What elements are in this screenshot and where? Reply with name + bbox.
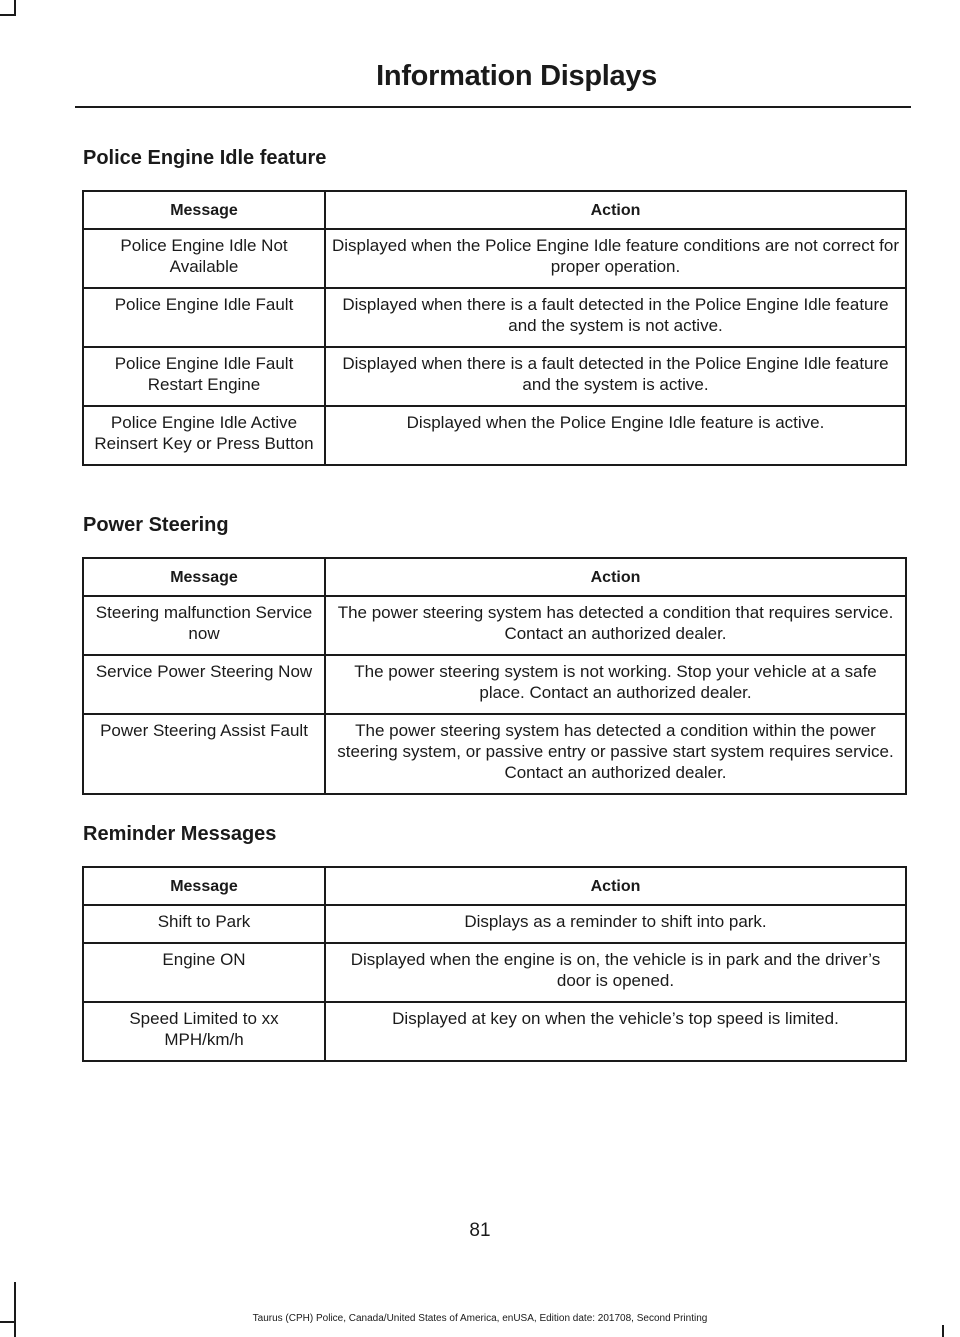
message-cell: Police Engine Idle Not Available [83,229,325,288]
action-cell: Displayed when the Police Engine Idle feature is active. [325,406,906,465]
column-header-action: Action [325,191,906,229]
action-cell: Displayed when there is a fault detected in the Police Engine Idle feature and the system is not active. [325,288,906,347]
section-title-reminder-messages: Reminder Messages [83,823,277,845]
column-header-action: Action [325,867,906,905]
page-header-title: Information Displays [376,60,657,92]
table-row [83,596,906,655]
header-divider [75,106,911,108]
police-engine-idle-table [82,190,907,466]
column-header-message: Message [83,867,325,905]
action-cell: Displayed when the engine is on, the vehicle is in park and the driver’s door is opened. [325,943,906,1002]
table-row [83,347,906,406]
section-title-police-engine-idle: Police Engine Idle feature [83,147,327,169]
table-row [83,655,906,714]
message-cell: Police Engine Idle Active Reinsert Key or Press Button [83,406,325,465]
page-number: 81 [469,1220,491,1241]
action-cell: Displays as a reminder to shift into park. [325,905,906,943]
table-row [83,1002,906,1061]
table-header-row [83,867,906,905]
table-row [83,288,906,347]
column-header-action: Action [325,558,906,596]
message-cell: Shift to Park [83,905,325,943]
table-row [83,714,906,794]
column-header-message: Message [83,191,325,229]
table-row [83,406,906,465]
table-row [83,905,906,943]
message-cell: Power Steering Assist Fault [83,714,325,794]
action-cell: Displayed when the Police Engine Idle feature conditions are not correct for proper operation. [325,229,906,288]
reminder-messages-table [82,866,907,1062]
action-cell: The power steering system has detected a condition that requires service. Contact an authorized dealer. [325,596,906,655]
table-row [83,229,906,288]
message-cell: Service Power Steering Now [83,655,325,714]
message-cell: Steering malfunction Service now [83,596,325,655]
message-cell: Police Engine Idle Fault [83,288,325,347]
table-header-row [83,191,906,229]
crop-mark [0,14,16,16]
column-header-message: Message [83,558,325,596]
section-title-power-steering: Power Steering [83,514,229,536]
action-cell: Displayed when there is a fault detected in the Police Engine Idle feature and the system is active. [325,347,906,406]
footer-edition-text: Taurus (CPH) Police, Canada/United States of America, enUSA, Edition date: 201708, Second Printing [252,1313,708,1324]
message-cell: Police Engine Idle Fault Restart Engine [83,347,325,406]
message-cell: Speed Limited to xx MPH/km/h [83,1002,325,1061]
crop-mark [942,1325,944,1337]
table-header-row [83,558,906,596]
message-cell: Engine ON [83,943,325,1002]
action-cell: The power steering system is not working. Stop your vehicle at a safe place. Contact an authorized dealer. [325,655,906,714]
action-cell: The power steering system has detected a condition within the power steering system, or passive entry or passive start system requires service. Contact an authorized dealer. [325,714,906,794]
table-row [83,943,906,1002]
power-steering-table [82,557,907,795]
action-cell: Displayed at key on when the vehicle’s top speed is limited. [325,1002,906,1061]
